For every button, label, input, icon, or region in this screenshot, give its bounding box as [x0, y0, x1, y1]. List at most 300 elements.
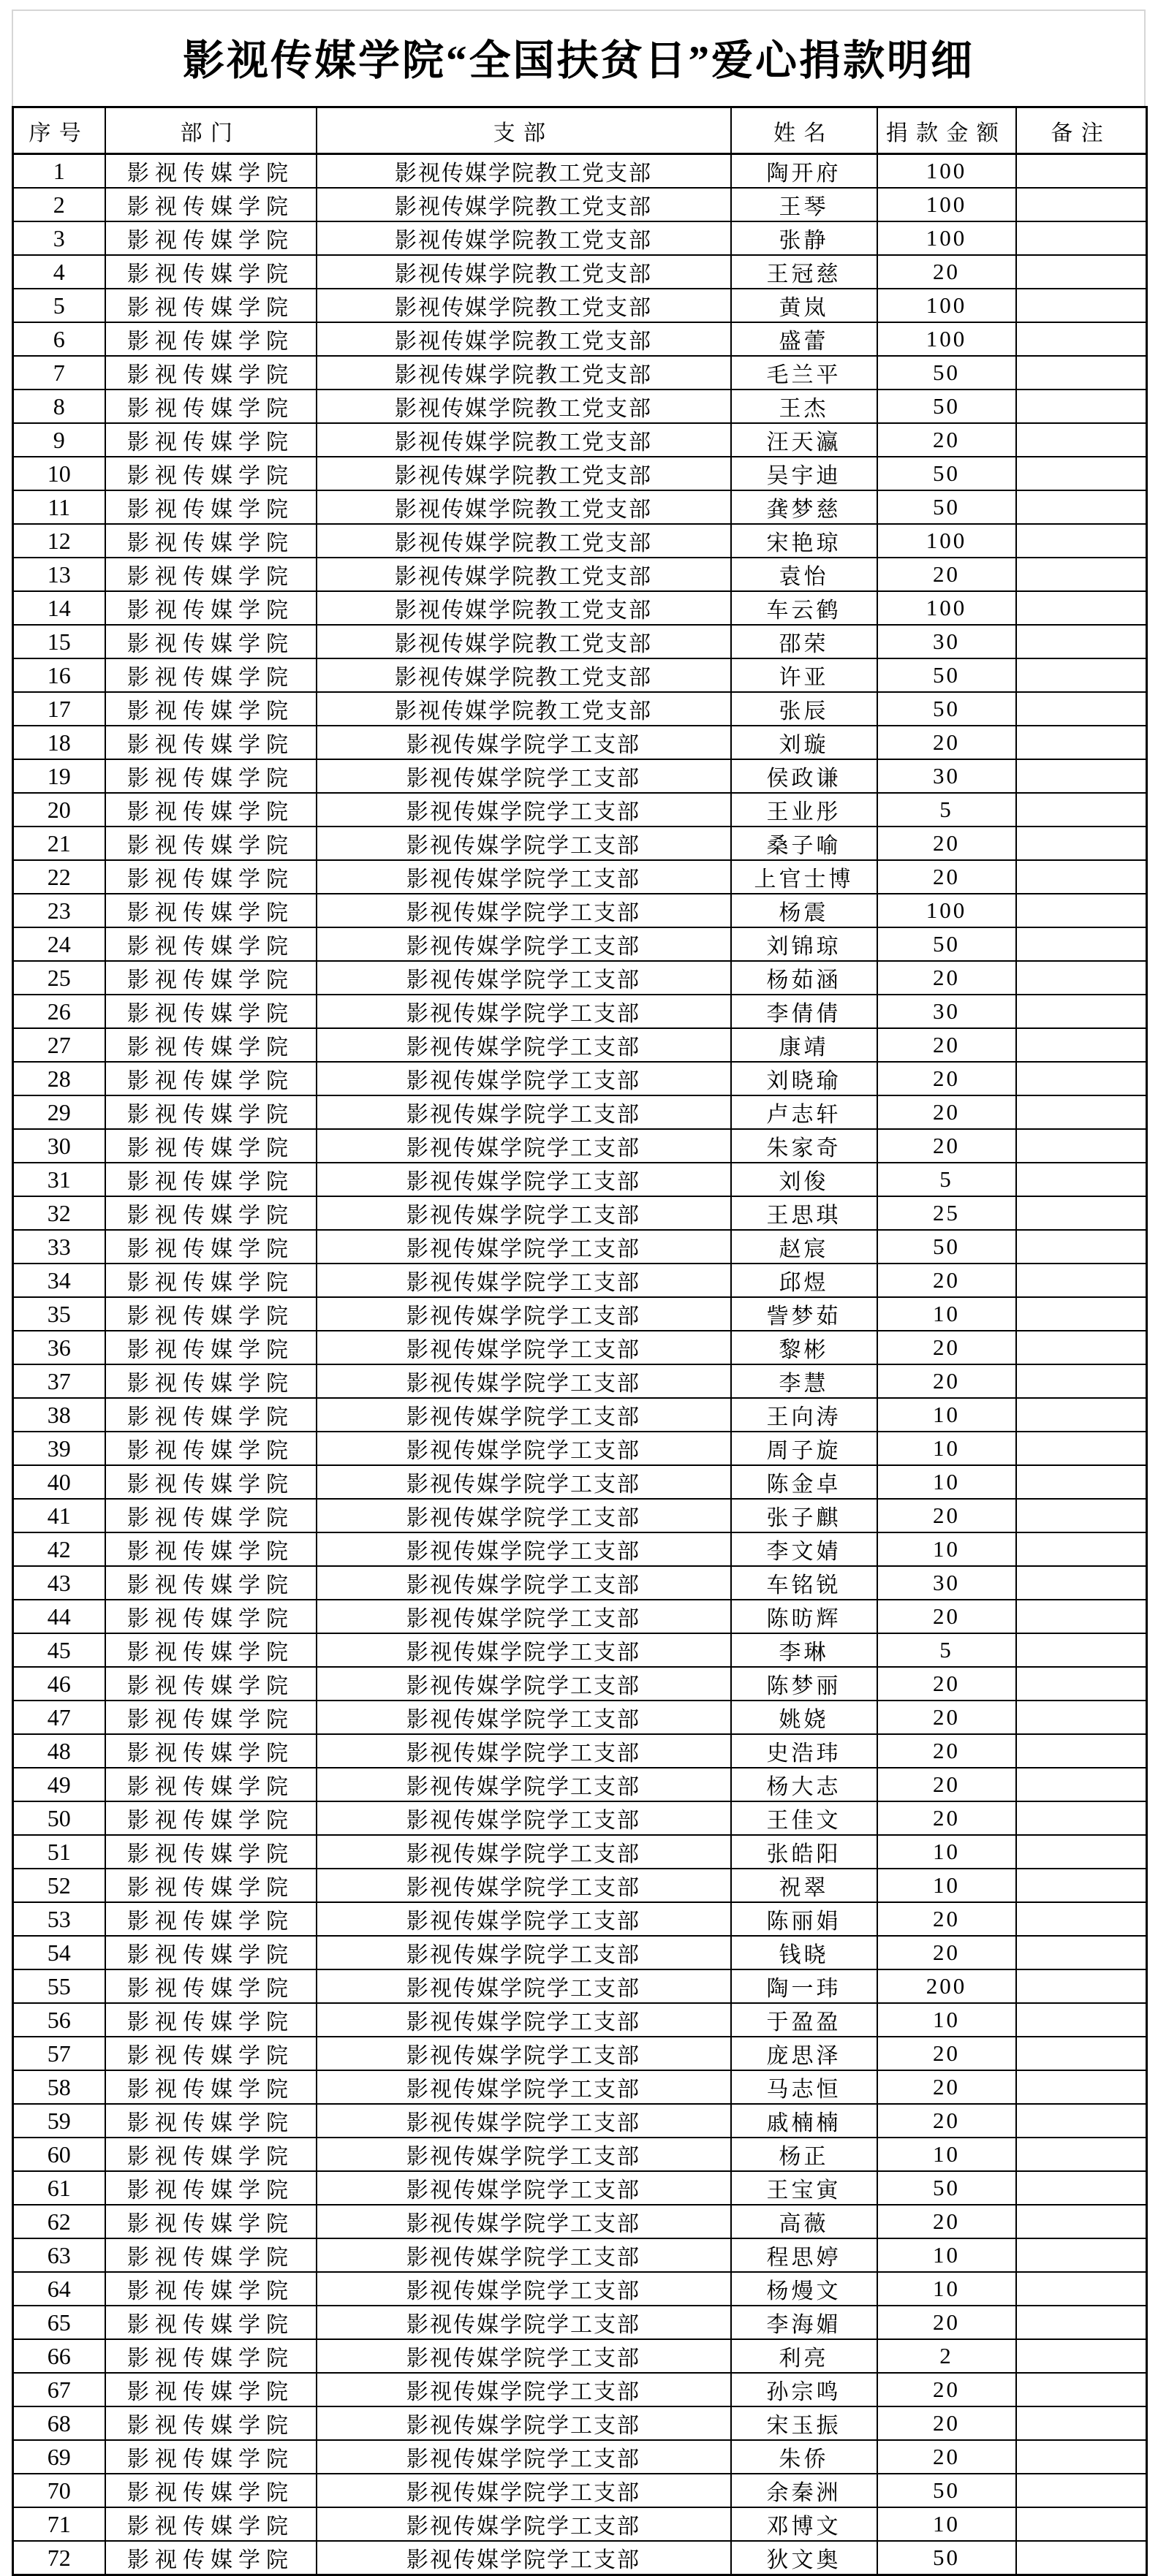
cell-remark — [1016, 2541, 1147, 2575]
cell-amount: 20 — [877, 2306, 1016, 2339]
cell-name: 盛蕾 — [731, 322, 877, 356]
cell-amount: 50 — [877, 356, 1016, 390]
cell-branch: 影视传媒学院学工支部 — [317, 1902, 731, 1936]
cell-dept: 影视传媒学院 — [105, 1331, 317, 1364]
cell-dept: 影视传媒学院 — [105, 154, 317, 189]
cell-branch: 影视传媒学院教工党支部 — [317, 457, 731, 490]
cell-dept: 影视传媒学院 — [105, 1768, 317, 1801]
cell-amount: 20 — [877, 1600, 1016, 1633]
cell-branch: 影视传媒学院学工支部 — [317, 2339, 731, 2373]
cell-no: 18 — [13, 726, 105, 759]
cell-remark — [1016, 1902, 1147, 1936]
header-no: 序号 — [13, 107, 105, 154]
cell-branch: 影视传媒学院学工支部 — [317, 1869, 731, 1902]
cell-branch: 影视传媒学院学工支部 — [317, 1499, 731, 1532]
title-area — [12, 10, 1146, 106]
cell-remark — [1016, 1499, 1147, 1532]
cell-amount: 25 — [877, 1196, 1016, 1230]
cell-remark — [1016, 2104, 1147, 2138]
cell-amount: 20 — [877, 1902, 1016, 1936]
cell-no: 56 — [13, 2003, 105, 2037]
cell-branch: 影视传媒学院教工党支部 — [317, 423, 731, 457]
cell-amount: 5 — [877, 1633, 1016, 1667]
cell-amount: 20 — [877, 1095, 1016, 1129]
cell-dept: 影视传媒学院 — [105, 221, 317, 255]
cell-no: 42 — [13, 1532, 105, 1566]
cell-remark — [1016, 1667, 1147, 1701]
cell-name: 利亮 — [731, 2339, 877, 2373]
cell-name: 史浩玮 — [731, 1734, 877, 1768]
cell-name: 刘锦琼 — [731, 927, 877, 961]
cell-amount: 100 — [877, 322, 1016, 356]
cell-dept: 影视传媒学院 — [105, 1230, 317, 1264]
cell-branch: 影视传媒学院学工支部 — [317, 1566, 731, 1600]
cell-branch: 影视传媒学院学工支部 — [317, 827, 731, 860]
cell-name: 狄文奥 — [731, 2541, 877, 2575]
cell-name: 袁怡 — [731, 558, 877, 591]
cell-branch: 影视传媒学院教工党支部 — [317, 188, 731, 221]
cell-dept: 影视传媒学院 — [105, 1264, 317, 1297]
cell-remark — [1016, 1364, 1147, 1398]
cell-no: 59 — [13, 2104, 105, 2138]
cell-remark — [1016, 2037, 1147, 2070]
cell-dept: 影视传媒学院 — [105, 390, 317, 423]
cell-amount: 100 — [877, 154, 1016, 189]
cell-remark — [1016, 1196, 1147, 1230]
table-row — [13, 1095, 1147, 1129]
cell-remark — [1016, 827, 1147, 860]
cell-dept: 影视传媒学院 — [105, 423, 317, 457]
cell-remark — [1016, 558, 1147, 591]
cell-name: 孙宗鸣 — [731, 2373, 877, 2406]
cell-remark — [1016, 2474, 1147, 2507]
cell-remark — [1016, 2272, 1147, 2306]
cell-amount: 20 — [877, 1768, 1016, 1801]
table-row — [13, 390, 1147, 423]
cell-amount: 50 — [877, 457, 1016, 490]
cell-name: 上官士博 — [731, 860, 877, 894]
cell-no: 43 — [13, 1566, 105, 1600]
cell-dept: 影视传媒学院 — [105, 322, 317, 356]
cell-no: 64 — [13, 2272, 105, 2306]
table-row — [13, 2373, 1147, 2406]
cell-no: 29 — [13, 1095, 105, 1129]
cell-remark — [1016, 1432, 1147, 1465]
cell-dept: 影视传媒学院 — [105, 2272, 317, 2306]
cell-amount: 50 — [877, 692, 1016, 726]
cell-dept: 影视传媒学院 — [105, 1163, 317, 1196]
table-row — [13, 927, 1147, 961]
cell-no: 60 — [13, 2138, 105, 2171]
cell-no: 50 — [13, 1801, 105, 1835]
cell-no: 1 — [13, 154, 105, 189]
cell-dept: 影视传媒学院 — [105, 1129, 317, 1163]
cell-name: 邵荣 — [731, 625, 877, 658]
cell-no: 39 — [13, 1432, 105, 1465]
cell-dept: 影视传媒学院 — [105, 255, 317, 289]
cell-name: 陈丽娟 — [731, 1902, 877, 1936]
cell-name: 李琳 — [731, 1633, 877, 1667]
table-row — [13, 524, 1147, 558]
cell-dept: 影视传媒学院 — [105, 2373, 317, 2406]
table-row — [13, 2104, 1147, 2138]
cell-dept: 影视传媒学院 — [105, 1801, 317, 1835]
cell-dept: 影视传媒学院 — [105, 625, 317, 658]
cell-dept: 影视传媒学院 — [105, 927, 317, 961]
cell-name: 刘俊 — [731, 1163, 877, 1196]
cell-amount: 10 — [877, 1835, 1016, 1869]
cell-remark — [1016, 1163, 1147, 1196]
cell-amount: 50 — [877, 927, 1016, 961]
cell-dept: 影视传媒学院 — [105, 726, 317, 759]
cell-name: 张皓阳 — [731, 1835, 877, 1869]
cell-name: 王业彤 — [731, 793, 877, 827]
cell-dept: 影视传媒学院 — [105, 524, 317, 558]
cell-amount: 10 — [877, 1869, 1016, 1902]
cell-branch: 影视传媒学院学工支部 — [317, 1768, 731, 1801]
cell-name: 高薇 — [731, 2205, 877, 2238]
table-row — [13, 1163, 1147, 1196]
cell-dept: 影视传媒学院 — [105, 1902, 317, 1936]
table-row — [13, 1768, 1147, 1801]
table-row — [13, 1936, 1147, 1969]
cell-remark — [1016, 961, 1147, 995]
cell-no: 35 — [13, 1297, 105, 1331]
cell-dept: 影视传媒学院 — [105, 2238, 317, 2272]
cell-branch: 影视传媒学院学工支部 — [317, 1701, 731, 1734]
cell-branch: 影视传媒学院学工支部 — [317, 1398, 731, 1432]
cell-amount: 10 — [877, 1398, 1016, 1432]
cell-no: 19 — [13, 759, 105, 793]
cell-remark — [1016, 356, 1147, 390]
cell-amount: 10 — [877, 2138, 1016, 2171]
cell-name: 宋玉振 — [731, 2406, 877, 2440]
cell-name: 李慧 — [731, 1364, 877, 1398]
cell-dept: 影视传媒学院 — [105, 2541, 317, 2575]
cell-dept: 影视传媒学院 — [105, 1734, 317, 1768]
cell-no: 51 — [13, 1835, 105, 1869]
table-row — [13, 1499, 1147, 1532]
header-branch: 支部 — [317, 107, 731, 154]
cell-dept: 影视传媒学院 — [105, 894, 317, 927]
cell-name: 宋艳琼 — [731, 524, 877, 558]
cell-branch: 影视传媒学院学工支部 — [317, 1230, 731, 1264]
cell-name: 戚楠楠 — [731, 2104, 877, 2138]
table-row — [13, 154, 1147, 189]
cell-dept: 影视传媒学院 — [105, 2306, 317, 2339]
cell-remark — [1016, 793, 1147, 827]
cell-amount: 100 — [877, 289, 1016, 322]
cell-remark — [1016, 2205, 1147, 2238]
cell-amount: 20 — [877, 2373, 1016, 2406]
cell-amount: 20 — [877, 1028, 1016, 1062]
cell-dept: 影视传媒学院 — [105, 2003, 317, 2037]
cell-no: 3 — [13, 221, 105, 255]
cell-no: 54 — [13, 1936, 105, 1969]
cell-dept: 影视传媒学院 — [105, 1869, 317, 1902]
cell-branch: 影视传媒学院教工党支部 — [317, 625, 731, 658]
cell-remark — [1016, 2238, 1147, 2272]
cell-amount: 2 — [877, 2339, 1016, 2373]
table-row — [13, 1633, 1147, 1667]
cell-remark — [1016, 154, 1147, 189]
cell-remark — [1016, 1633, 1147, 1667]
cell-no: 49 — [13, 1768, 105, 1801]
cell-name: 李海媚 — [731, 2306, 877, 2339]
table-row — [13, 1129, 1147, 1163]
cell-remark — [1016, 759, 1147, 793]
cell-name: 王冠慈 — [731, 255, 877, 289]
cell-amount: 20 — [877, 2205, 1016, 2238]
table-row — [13, 1701, 1147, 1734]
cell-branch: 影视传媒学院学工支部 — [317, 1633, 731, 1667]
cell-branch: 影视传媒学院学工支部 — [317, 2037, 731, 2070]
cell-dept: 影视传媒学院 — [105, 2440, 317, 2474]
cell-name: 姚娆 — [731, 1701, 877, 1734]
cell-amount: 100 — [877, 894, 1016, 927]
cell-no: 53 — [13, 1902, 105, 1936]
cell-remark — [1016, 1028, 1147, 1062]
cell-dept: 影视传媒学院 — [105, 1633, 317, 1667]
cell-no: 62 — [13, 2205, 105, 2238]
cell-name: 赵宸 — [731, 1230, 877, 1264]
cell-dept: 影视传媒学院 — [105, 692, 317, 726]
cell-amount: 20 — [877, 2440, 1016, 2474]
cell-name: 朱家奇 — [731, 1129, 877, 1163]
table-row — [13, 221, 1147, 255]
table-row — [13, 188, 1147, 221]
cell-remark — [1016, 927, 1147, 961]
cell-remark — [1016, 1734, 1147, 1768]
cell-name: 钱晓 — [731, 1936, 877, 1969]
cell-name: 程思婷 — [731, 2238, 877, 2272]
cell-name: 王向涛 — [731, 1398, 877, 1432]
header-name: 姓名 — [731, 107, 877, 154]
cell-amount: 30 — [877, 995, 1016, 1028]
cell-no: 46 — [13, 1667, 105, 1701]
cell-branch: 影视传媒学院学工支部 — [317, 1129, 731, 1163]
cell-no: 40 — [13, 1465, 105, 1499]
cell-name: 陈昉辉 — [731, 1600, 877, 1633]
cell-branch: 影视传媒学院学工支部 — [317, 2138, 731, 2171]
cell-remark — [1016, 2138, 1147, 2171]
header-row — [13, 107, 1147, 154]
cell-dept: 影视传媒学院 — [105, 1969, 317, 2003]
cell-amount: 50 — [877, 2474, 1016, 2507]
cell-no: 41 — [13, 1499, 105, 1532]
table-row — [13, 289, 1147, 322]
cell-branch: 影视传媒学院学工支部 — [317, 2070, 731, 2104]
cell-name: 黎彬 — [731, 1331, 877, 1364]
header-dept: 部门 — [105, 107, 317, 154]
cell-no: 44 — [13, 1600, 105, 1633]
cell-no: 16 — [13, 658, 105, 692]
cell-dept: 影视传媒学院 — [105, 2037, 317, 2070]
cell-branch: 影视传媒学院学工支部 — [317, 1532, 731, 1566]
cell-branch: 影视传媒学院教工党支部 — [317, 289, 731, 322]
cell-branch: 影视传媒学院学工支部 — [317, 1062, 731, 1095]
cell-remark — [1016, 524, 1147, 558]
cell-dept: 影视传媒学院 — [105, 1398, 317, 1432]
cell-name: 王思琪 — [731, 1196, 877, 1230]
table-row — [13, 1297, 1147, 1331]
cell-branch: 影视传媒学院学工支部 — [317, 1734, 731, 1768]
cell-dept: 影视传媒学院 — [105, 2474, 317, 2507]
cell-remark — [1016, 2003, 1147, 2037]
cell-branch: 影视传媒学院教工党支部 — [317, 558, 731, 591]
table-body — [13, 154, 1147, 2575]
page-title: 影视传媒学院“全国扶贫日”爱心捐款明细 — [183, 37, 975, 84]
cell-dept: 影视传媒学院 — [105, 2070, 317, 2104]
table-row — [13, 1028, 1147, 1062]
table-row — [13, 793, 1147, 827]
cell-name: 邱煜 — [731, 1264, 877, 1297]
cell-remark — [1016, 2171, 1147, 2205]
cell-no: 13 — [13, 558, 105, 591]
table-row — [13, 2272, 1147, 2306]
table-row — [13, 1734, 1147, 1768]
cell-branch: 影视传媒学院学工支部 — [317, 1835, 731, 1869]
table-row — [13, 2440, 1147, 2474]
cell-remark — [1016, 1701, 1147, 1734]
table-row — [13, 322, 1147, 356]
cell-dept: 影视传媒学院 — [105, 188, 317, 221]
cell-amount: 50 — [877, 490, 1016, 524]
donation-sheet — [12, 10, 1146, 2576]
cell-name: 杨震 — [731, 894, 877, 927]
cell-amount: 20 — [877, 2070, 1016, 2104]
cell-name: 于盈盈 — [731, 2003, 877, 2037]
cell-amount: 20 — [877, 1062, 1016, 1095]
cell-dept: 影视传媒学院 — [105, 356, 317, 390]
cell-no: 28 — [13, 1062, 105, 1095]
cell-name: 卢志轩 — [731, 1095, 877, 1129]
cell-no: 72 — [13, 2541, 105, 2575]
cell-name: 庞思泽 — [731, 2037, 877, 2070]
cell-remark — [1016, 1129, 1147, 1163]
cell-no: 9 — [13, 423, 105, 457]
cell-dept: 影视传媒学院 — [105, 1364, 317, 1398]
cell-name: 张静 — [731, 221, 877, 255]
cell-amount: 10 — [877, 1465, 1016, 1499]
cell-remark — [1016, 289, 1147, 322]
table-row — [13, 1835, 1147, 1869]
cell-remark — [1016, 221, 1147, 255]
cell-branch: 影视传媒学院学工支部 — [317, 1095, 731, 1129]
cell-no: 12 — [13, 524, 105, 558]
cell-dept: 影视传媒学院 — [105, 1465, 317, 1499]
cell-branch: 影视传媒学院学工支部 — [317, 1297, 731, 1331]
cell-amount: 20 — [877, 2037, 1016, 2070]
table-row — [13, 692, 1147, 726]
cell-dept: 影视传媒学院 — [105, 2104, 317, 2138]
cell-name: 张子麒 — [731, 1499, 877, 1532]
cell-branch: 影视传媒学院教工党支部 — [317, 658, 731, 692]
cell-dept: 影视传媒学院 — [105, 1297, 317, 1331]
cell-dept: 影视传媒学院 — [105, 1095, 317, 1129]
cell-remark — [1016, 1801, 1147, 1835]
cell-dept: 影视传媒学院 — [105, 1432, 317, 1465]
cell-amount: 20 — [877, 255, 1016, 289]
cell-dept: 影视传媒学院 — [105, 1532, 317, 1566]
table-row — [13, 1364, 1147, 1398]
cell-amount: 100 — [877, 188, 1016, 221]
cell-branch: 影视传媒学院教工党支部 — [317, 692, 731, 726]
cell-branch: 影视传媒学院学工支部 — [317, 927, 731, 961]
cell-amount: 100 — [877, 591, 1016, 625]
cell-branch: 影视传媒学院教工党支部 — [317, 390, 731, 423]
cell-remark — [1016, 2306, 1147, 2339]
cell-amount: 50 — [877, 2541, 1016, 2575]
cell-remark — [1016, 1869, 1147, 1902]
table-row — [13, 1264, 1147, 1297]
cell-amount: 20 — [877, 1364, 1016, 1398]
cell-branch: 影视传媒学院学工支部 — [317, 1364, 731, 1398]
cell-dept: 影视传媒学院 — [105, 827, 317, 860]
cell-name: 吴宇迪 — [731, 457, 877, 490]
cell-no: 47 — [13, 1701, 105, 1734]
cell-branch: 影视传媒学院学工支部 — [317, 2003, 731, 2037]
cell-no: 22 — [13, 860, 105, 894]
cell-no: 25 — [13, 961, 105, 995]
table-row — [13, 1869, 1147, 1902]
table-row — [13, 2507, 1147, 2541]
cell-name: 龚梦慈 — [731, 490, 877, 524]
cell-branch: 影视传媒学院教工党支部 — [317, 524, 731, 558]
cell-name: 陶一玮 — [731, 1969, 877, 2003]
cell-branch: 影视传媒学院教工党支部 — [317, 255, 731, 289]
cell-no: 10 — [13, 457, 105, 490]
cell-no: 63 — [13, 2238, 105, 2272]
table-row — [13, 1331, 1147, 1364]
cell-name: 陈梦丽 — [731, 1667, 877, 1701]
cell-amount: 20 — [877, 1701, 1016, 1734]
cell-branch: 影视传媒学院学工支部 — [317, 1600, 731, 1633]
cell-name: 王杰 — [731, 390, 877, 423]
cell-name: 杨正 — [731, 2138, 877, 2171]
cell-amount: 10 — [877, 2238, 1016, 2272]
cell-amount: 20 — [877, 1734, 1016, 1768]
cell-name: 许亚 — [731, 658, 877, 692]
cell-branch: 影视传媒学院学工支部 — [317, 1196, 731, 1230]
cell-branch: 影视传媒学院学工支部 — [317, 2507, 731, 2541]
cell-name: 陶开府 — [731, 154, 877, 189]
cell-remark — [1016, 322, 1147, 356]
cell-no: 6 — [13, 322, 105, 356]
cell-no: 27 — [13, 1028, 105, 1062]
cell-name: 康靖 — [731, 1028, 877, 1062]
cell-remark — [1016, 726, 1147, 759]
header-remark: 备注 — [1016, 107, 1147, 154]
cell-branch: 影视传媒学院学工支部 — [317, 2306, 731, 2339]
cell-dept: 影视传媒学院 — [105, 558, 317, 591]
cell-remark — [1016, 625, 1147, 658]
cell-name: 汪天瀛 — [731, 423, 877, 457]
cell-no: 21 — [13, 827, 105, 860]
cell-amount: 20 — [877, 558, 1016, 591]
cell-branch: 影视传媒学院学工支部 — [317, 2104, 731, 2138]
cell-name: 朱侨 — [731, 2440, 877, 2474]
table-row — [13, 1062, 1147, 1095]
cell-remark — [1016, 1969, 1147, 2003]
cell-name: 祝翠 — [731, 1869, 877, 1902]
cell-amount: 200 — [877, 1969, 1016, 2003]
cell-branch: 影视传媒学院学工支部 — [317, 726, 731, 759]
cell-no: 70 — [13, 2474, 105, 2507]
cell-amount: 30 — [877, 1566, 1016, 1600]
cell-dept: 影视传媒学院 — [105, 1701, 317, 1734]
cell-branch: 影视传媒学院学工支部 — [317, 1801, 731, 1835]
